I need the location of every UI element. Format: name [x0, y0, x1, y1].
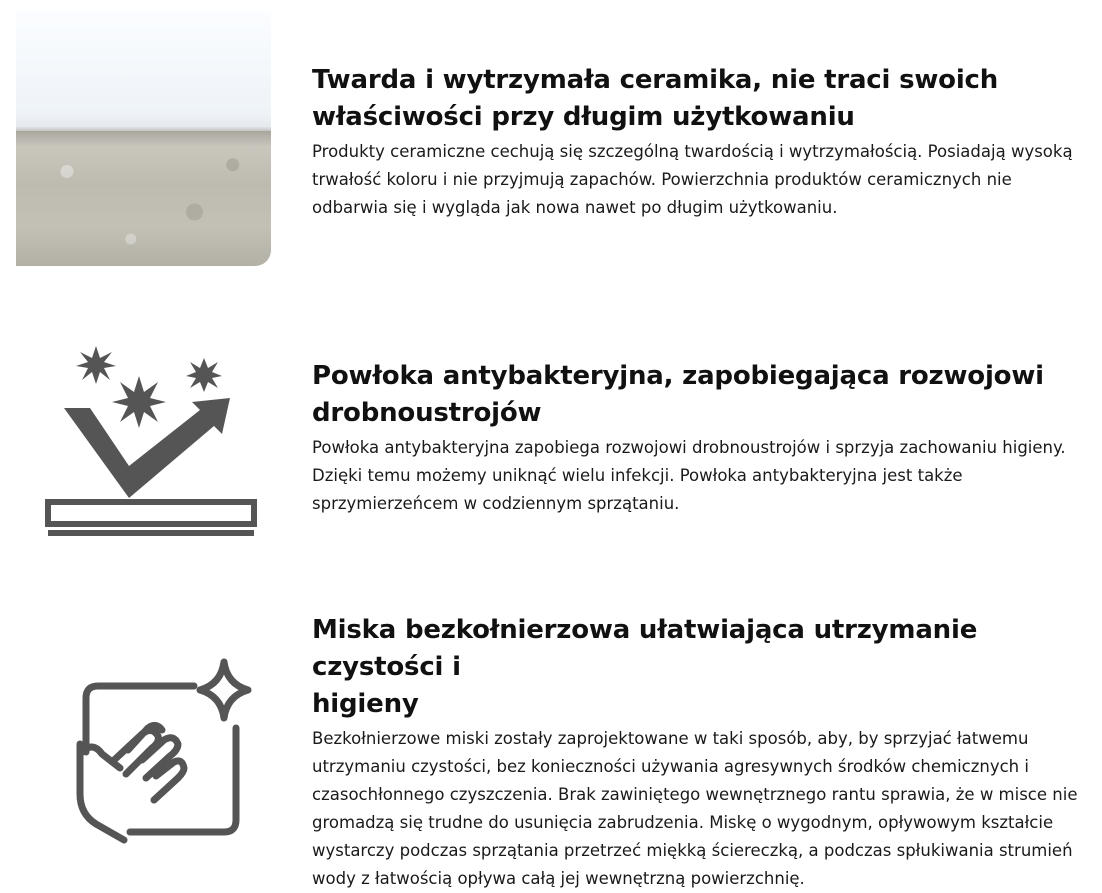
feature-title: Miska bezkołnierzowa ułatwiająca utrzymanie czystości i higieny: [312, 615, 978, 719]
feature-title: Twarda i wytrzymała ceramika, nie traci swoich właściwości przy długim użytkowaniu: [312, 65, 999, 132]
feature-title: Powłoka antybakteryjna, zapobiegająca rozwojowi drobnoustrojów: [312, 361, 1044, 428]
feature-text: [312, 62, 1082, 222]
feature-description: Powłoka antybakteryjna zapobiega rozwojowi drobnoustrojów i sprzyja zachowaniu higieny. Dzięki temu możemy uniknąć wielu infekcji. Powłoka antybakteryjna jest także sprzymierzeńcem w codziennym sprzątaniu.: [312, 438, 1066, 513]
ceramic-stone-photo: [16, 11, 271, 266]
feature-text: [312, 612, 1082, 893]
feature-description: Produkty ceramiczne cechują się szczególną twardością i wytrzymałością. Posiadają wysoką trwałość koloru i nie przyjmują zapachów. Powierzchnia produktów ceramicznych nie odbarwia się i wygląda jak nowa nawet po długim użytkowaniu.: [312, 142, 1073, 217]
antibacterial-coating-icon-svg: [24, 306, 264, 546]
feature-text: [312, 358, 1082, 518]
feature-description: Bezkołnierzowe miski zostały zaprojektowane w taki sposób, aby, by sprzyjać łatwemu utrzymaniu czystości, bez konieczności używania agresywnych środków chemicznych i czasochłonnego czyszczenia. Brak zawiniętego wewnętrznego rantu sprawia, że w misce nie gromadzą się trudne do usunięcia zabrudzenia. Miskę o wygodnym, opływowym kształcie wystarczy podczas sprzątania przetrzeć miękką ściereczką, a podczas spłukiwania strumień wody z łatwością opływa całą jej wewnętrzną powierzchnię.: [312, 729, 1078, 888]
antibacterial-coating-icon: [16, 298, 271, 553]
hand-cleaning-sparkle-icon-svg: [34, 644, 254, 844]
hand-cleaning-sparkle-icon: [16, 616, 271, 871]
ceramic-photo: [16, 11, 271, 266]
